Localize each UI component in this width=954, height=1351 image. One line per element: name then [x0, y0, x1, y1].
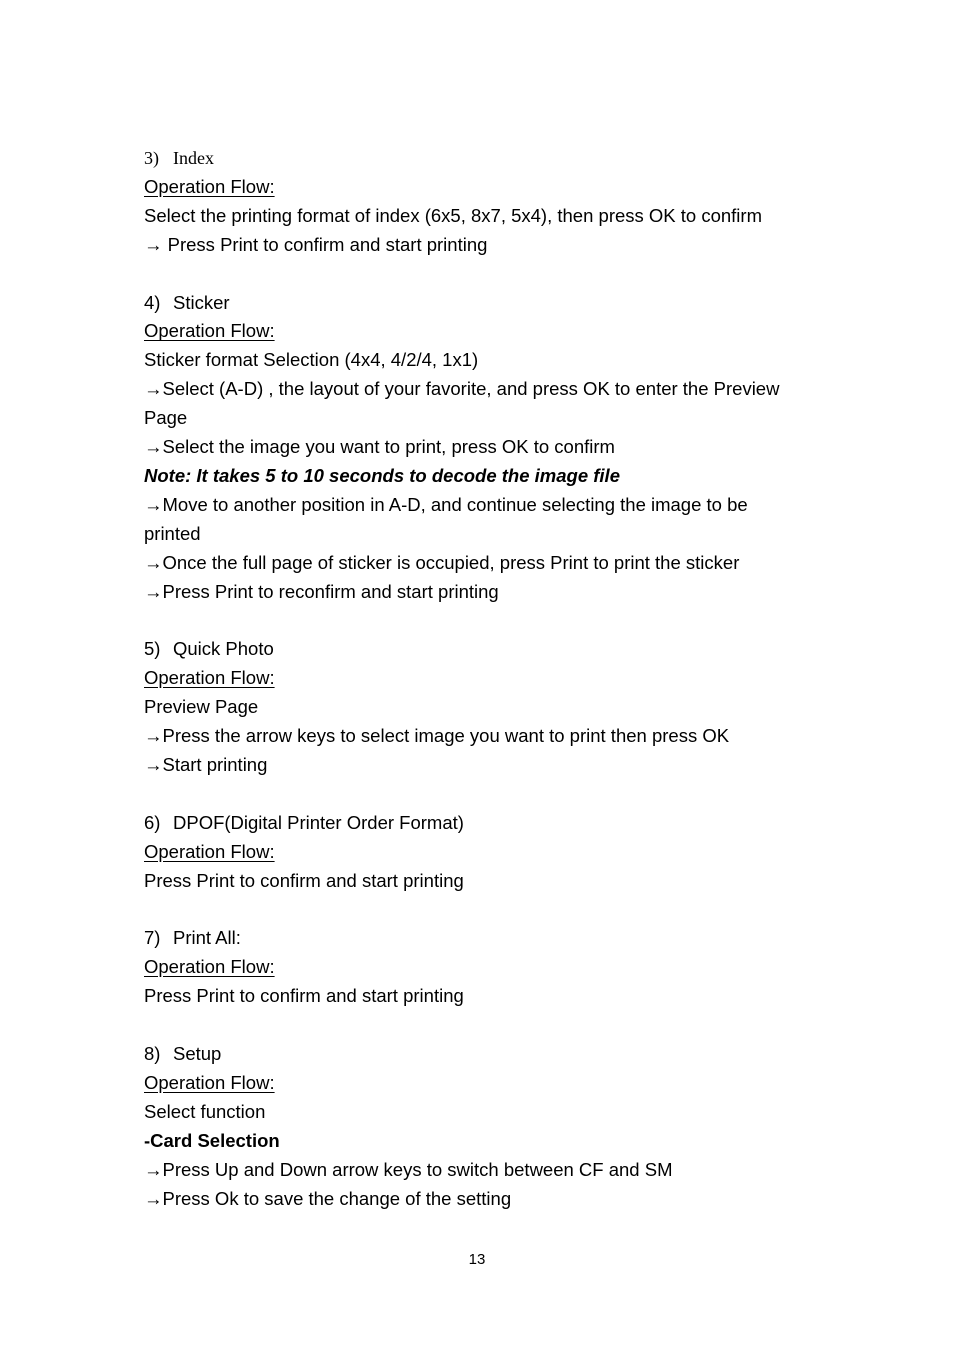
section-setup	[144, 1040, 824, 1213]
manual-page-content	[144, 144, 824, 1213]
section-heading	[144, 635, 824, 664]
section-number: 4)	[144, 291, 161, 313]
operation-flow-label: Operation Flow:	[144, 840, 275, 862]
instruction-line: →Press the arrow keys to select image you want to print then press OK	[144, 725, 730, 747]
instruction-line: →Press Ok to save the change of the setting	[144, 1187, 512, 1209]
instruction-line: →Press Up and Down arrow keys to switch between CF and SM	[144, 1158, 673, 1180]
instruction-line: →Press Print to reconfirm and start printing	[144, 580, 499, 602]
instruction-line: →Once the full page of sticker is occupied, press Print to print the sticker	[144, 551, 740, 573]
section-title: Print All:	[173, 927, 241, 949]
operation-flow-label: Operation Flow:	[144, 1071, 275, 1093]
section-heading	[144, 1040, 824, 1069]
section-heading	[144, 809, 824, 838]
section-number: 5)	[144, 638, 161, 660]
instruction-line: Preview Page	[144, 696, 259, 718]
instruction-line: →Start printing	[144, 754, 268, 775]
section-heading	[144, 144, 824, 173]
instruction-line: →Select (A-D) , the layout of your favorite, and press OK to enter the Preview	[144, 378, 780, 400]
page-number: 13	[468, 1251, 486, 1268]
instruction-line: Select function	[144, 1100, 266, 1122]
section-title: Index	[173, 148, 214, 168]
section-number: 7)	[144, 927, 161, 949]
section-number: 8)	[144, 1043, 161, 1065]
instruction-line: Press Print to confirm and start printing	[144, 869, 464, 891]
section-sticker	[144, 289, 824, 607]
instruction-line: Select the printing format of index (6x5, 8x7, 5x4), then press OK to confirm	[144, 204, 762, 226]
section-number: 6)	[144, 811, 161, 833]
subsection-heading: -Card Selection	[144, 1129, 280, 1151]
section-title: Quick Photo	[173, 638, 274, 660]
section-dpof	[144, 809, 824, 896]
instruction-line: →Select the image you want to print, press OK to confirm	[144, 436, 615, 458]
section-number: 3)	[144, 148, 159, 168]
instruction-line: printed	[144, 522, 201, 544]
note-text: Note: It takes 5 to 10 seconds to decode the image file	[144, 464, 620, 486]
section-heading	[144, 289, 824, 318]
section-quick-photo	[144, 635, 824, 780]
instruction-line: Sticker format Selection (4x4, 4/2/4, 1x1)	[144, 349, 479, 371]
section-title: DPOF(Digital Printer Order Format)	[173, 811, 464, 833]
operation-flow-label: Operation Flow:	[144, 667, 275, 689]
section-title: Setup	[173, 1043, 222, 1065]
operation-flow-label: Operation Flow:	[144, 956, 275, 978]
instruction-line: Page	[144, 407, 188, 429]
instruction-line: →Move to another position in A-D, and continue selecting the image to be	[144, 493, 748, 515]
instruction-line: → Press Print to confirm and start printing	[144, 233, 488, 255]
instruction-line: Press Print to confirm and start printing	[144, 985, 464, 1007]
operation-flow-label: Operation Flow:	[144, 320, 275, 342]
section-print-all	[144, 924, 824, 1011]
section-index	[144, 144, 824, 260]
section-heading	[144, 924, 824, 953]
operation-flow-label: Operation Flow:	[144, 175, 275, 197]
section-title: Sticker	[173, 291, 230, 313]
